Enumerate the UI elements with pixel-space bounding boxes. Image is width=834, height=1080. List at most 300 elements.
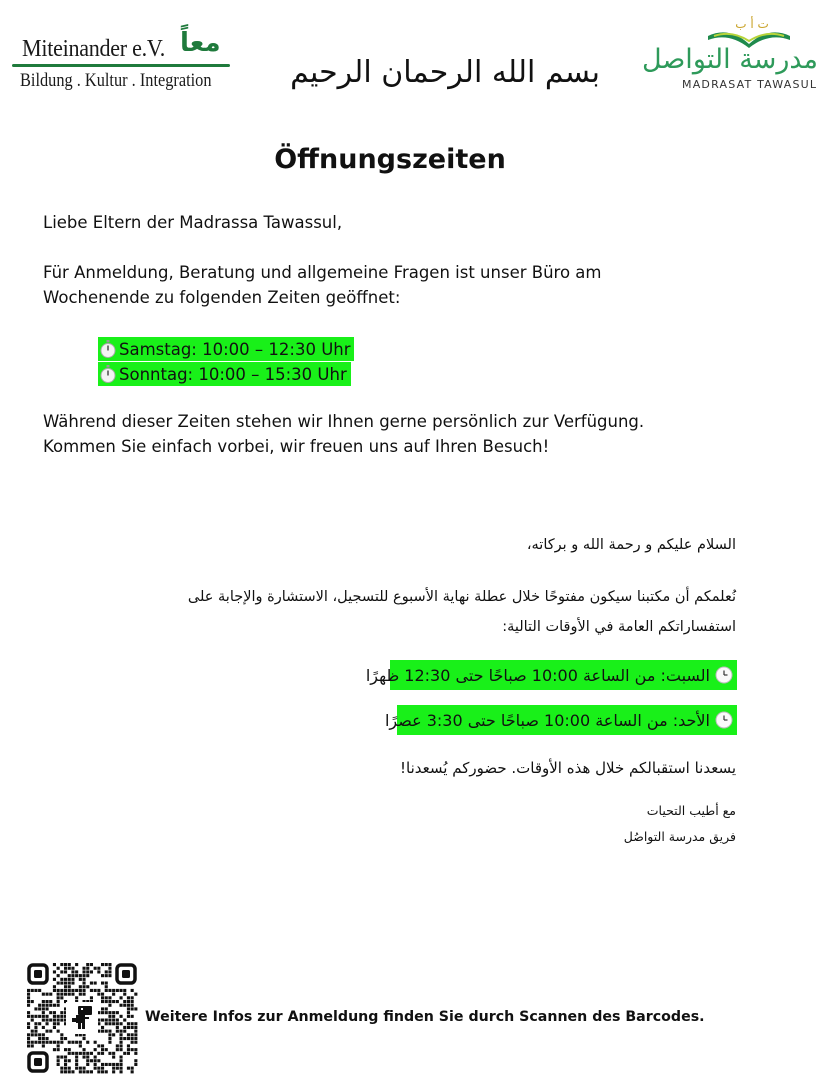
qr-module xyxy=(34,1007,37,1010)
qr-module xyxy=(120,1037,123,1040)
qr-module xyxy=(105,1019,108,1022)
qr-module xyxy=(112,1011,115,1014)
qr-module xyxy=(53,1026,56,1029)
qr-module xyxy=(42,1044,45,1047)
qr-module xyxy=(53,970,56,973)
qr-module xyxy=(134,1059,137,1062)
qr-module xyxy=(49,993,52,996)
qr-module xyxy=(86,1052,89,1055)
qr-module xyxy=(94,982,97,985)
stopwatch-icon xyxy=(100,365,116,383)
qr-module xyxy=(101,1063,104,1066)
qr-module xyxy=(60,982,63,985)
qr-module xyxy=(90,1070,93,1073)
qr-module xyxy=(57,996,60,999)
qr-module xyxy=(64,989,67,992)
qr-module xyxy=(105,996,108,999)
qr-module xyxy=(68,1048,71,1051)
qr-module xyxy=(116,1067,119,1070)
german-closing-line-2: Kommen Sie einfach vorbei, wir freuen uns auf Ihren Besuch! xyxy=(43,437,550,456)
qr-module xyxy=(83,1070,86,1073)
qr-module xyxy=(105,1022,108,1025)
qr-module xyxy=(68,1052,71,1055)
qr-module xyxy=(75,1052,78,1055)
qr-module xyxy=(83,989,86,992)
qr-module xyxy=(46,1022,49,1025)
qr-module xyxy=(105,982,108,985)
qr-module xyxy=(86,967,89,970)
qr-module xyxy=(71,989,74,992)
qr-module xyxy=(108,1041,111,1044)
qr-module xyxy=(64,1059,67,1062)
qr-module xyxy=(120,1004,123,1007)
qr-module xyxy=(101,982,104,985)
qr-module xyxy=(101,996,104,999)
qr-module xyxy=(57,1004,60,1007)
qr-module xyxy=(112,1019,115,1022)
qr-module xyxy=(116,1011,119,1014)
qr-module xyxy=(60,989,63,992)
qr-module xyxy=(53,1019,56,1022)
qr-module xyxy=(83,970,86,973)
qr-module xyxy=(83,1067,86,1070)
qr-module xyxy=(42,1007,45,1010)
qr-module xyxy=(131,1037,134,1040)
qr-module xyxy=(53,1041,56,1044)
qr-module xyxy=(34,1030,37,1033)
qr-module xyxy=(57,1044,60,1047)
logo-arabic-name: مدرسة التواصل xyxy=(641,44,818,75)
qr-module xyxy=(53,1015,56,1018)
qr-module xyxy=(116,1048,119,1051)
qr-module xyxy=(27,1015,30,1018)
qr-module xyxy=(123,1000,126,1003)
qr-module xyxy=(86,1063,89,1066)
qr-module xyxy=(57,1019,60,1022)
qr-module xyxy=(112,1022,115,1025)
logo-underline xyxy=(12,64,230,67)
qr-module xyxy=(101,963,104,966)
qr-module xyxy=(120,1067,123,1070)
qr-module xyxy=(112,1000,115,1003)
qr-module xyxy=(57,989,60,992)
qr-module xyxy=(64,978,67,981)
qr-module xyxy=(42,993,45,996)
qr-module xyxy=(134,1048,137,1051)
german-greeting: Liebe Eltern der Madrassa Tawassul, xyxy=(43,213,343,232)
qr-module xyxy=(53,978,56,981)
qr-module xyxy=(79,1044,82,1047)
qr-module xyxy=(75,1041,78,1044)
qr-module xyxy=(108,1000,111,1003)
qr-module xyxy=(131,1048,134,1051)
hours-sunday-text: Sonntag: 10:00 – 15:30 Uhr xyxy=(119,364,347,384)
qr-module xyxy=(108,1037,111,1040)
page-title: Öffnungszeiten xyxy=(274,144,506,175)
qr-module xyxy=(105,985,108,988)
qr-module xyxy=(75,1059,78,1062)
qr-module xyxy=(97,1059,100,1062)
qr-module xyxy=(86,1070,89,1073)
qr-module xyxy=(68,982,71,985)
qr-module xyxy=(90,1059,93,1062)
qr-module xyxy=(42,1000,45,1003)
qr-module xyxy=(42,1026,45,1029)
qr-module xyxy=(57,1015,60,1018)
qr-module xyxy=(71,974,74,977)
qr-module xyxy=(101,1011,104,1014)
qr-module xyxy=(123,1030,126,1033)
qr-module xyxy=(116,1022,119,1025)
qr-module xyxy=(31,1015,34,1018)
qr-module xyxy=(134,1030,137,1033)
qr-module xyxy=(83,1056,86,1059)
qr-module xyxy=(105,963,108,966)
logo-tagline: Bildung . Kultur . Integration xyxy=(20,70,212,91)
qr-module xyxy=(27,989,30,992)
qr-module xyxy=(46,1000,49,1003)
qr-module xyxy=(60,1067,63,1070)
qr-module xyxy=(108,1063,111,1066)
qr-module xyxy=(31,989,34,992)
qr-module xyxy=(71,1052,74,1055)
qr-module xyxy=(68,967,71,970)
qr-module xyxy=(123,1004,126,1007)
qr-module xyxy=(134,1052,137,1055)
qr-module xyxy=(127,1052,130,1055)
qr-module xyxy=(101,1067,104,1070)
qr-module xyxy=(123,989,126,992)
qr-module xyxy=(108,1019,111,1022)
qr-module xyxy=(101,1026,104,1029)
qr-module xyxy=(105,989,108,992)
qr-module xyxy=(31,1019,34,1022)
qr-module xyxy=(38,1004,41,1007)
qr-module xyxy=(105,1011,108,1014)
qr-module xyxy=(49,1004,52,1007)
qr-module xyxy=(101,1030,104,1033)
qr-module xyxy=(127,1026,130,1029)
qr-module xyxy=(112,1015,115,1018)
qr-module xyxy=(27,1004,30,1007)
qr-module xyxy=(97,970,100,973)
qr-module xyxy=(57,974,60,977)
qr-module xyxy=(83,1052,86,1055)
qr-module xyxy=(42,1004,45,1007)
qr-module xyxy=(64,982,67,985)
qr-module xyxy=(49,1019,52,1022)
qr-module xyxy=(46,993,49,996)
qr-module xyxy=(120,1070,123,1073)
qr-module xyxy=(60,1033,63,1036)
qr-module xyxy=(94,1048,97,1051)
qr-module xyxy=(123,1052,126,1055)
qr-module xyxy=(60,978,63,981)
qr-module xyxy=(71,1041,74,1044)
qr-module xyxy=(75,974,78,977)
qr-module xyxy=(42,1037,45,1040)
qr-module xyxy=(57,1063,60,1066)
qr-module xyxy=(27,1037,30,1040)
qr-module xyxy=(31,1030,34,1033)
qr-module xyxy=(112,1063,115,1066)
qr-module xyxy=(131,1015,134,1018)
qr-module xyxy=(46,1019,49,1022)
qr-module xyxy=(68,974,71,977)
qr-module xyxy=(64,1056,67,1059)
qr-module xyxy=(131,1000,134,1003)
qr-module xyxy=(120,1056,123,1059)
qr-module xyxy=(112,1052,115,1055)
qr-module xyxy=(34,1033,37,1036)
german-intro-line-1: Für Anmeldung, Beratung und allgemeine Fragen ist unser Büro am xyxy=(43,263,602,282)
clock-icon xyxy=(715,666,733,684)
qr-module xyxy=(127,1015,130,1018)
qr-module xyxy=(64,1037,67,1040)
qr-module xyxy=(27,993,30,996)
qr-module xyxy=(83,967,86,970)
qr-module xyxy=(101,1048,104,1051)
qr-module xyxy=(108,1015,111,1018)
qr-module xyxy=(134,1026,137,1029)
qr-module xyxy=(90,1052,93,1055)
qr-module xyxy=(60,1041,63,1044)
qr-module xyxy=(64,1048,67,1051)
qr-module xyxy=(38,1033,41,1036)
qr-module xyxy=(34,1022,37,1025)
qr-module xyxy=(131,1022,134,1025)
qr-module xyxy=(127,1022,130,1025)
qr-module xyxy=(60,963,63,966)
qr-module xyxy=(64,1070,67,1073)
miteinander-logo xyxy=(10,14,232,94)
qr-module xyxy=(64,993,67,996)
clock-icon xyxy=(715,711,733,729)
qr-module xyxy=(71,1070,74,1073)
qr-module xyxy=(97,1052,100,1055)
qr-module xyxy=(127,1004,130,1007)
qr-module xyxy=(86,985,89,988)
qr-module xyxy=(42,1011,45,1014)
qr-code-icon[interactable] xyxy=(26,962,138,1074)
qr-module xyxy=(90,989,93,992)
qr-module xyxy=(42,1015,45,1018)
qr-module xyxy=(75,970,78,973)
qr-module xyxy=(108,1030,111,1033)
qr-module xyxy=(97,967,100,970)
qr-module xyxy=(57,1000,60,1003)
qr-module xyxy=(127,1033,130,1036)
german-intro-line-2: Wochenende zu folgenden Zeiten geöffnet: xyxy=(43,288,401,307)
qr-module xyxy=(57,1059,60,1062)
hours-saturday-text: Samstag: 10:00 – 12:30 Uhr xyxy=(119,339,351,359)
qr-module xyxy=(27,1011,30,1014)
qr-module xyxy=(120,989,123,992)
qr-module xyxy=(105,970,108,973)
qr-module xyxy=(94,989,97,992)
qr-module xyxy=(131,989,134,992)
qr-module xyxy=(120,1033,123,1036)
qr-module xyxy=(68,1067,71,1070)
qr-module xyxy=(127,1048,130,1051)
hours-sunday xyxy=(98,362,351,386)
qr-module xyxy=(68,989,71,992)
qr-module xyxy=(94,1059,97,1062)
qr-module xyxy=(90,970,93,973)
qr-module xyxy=(79,993,82,996)
qr-module xyxy=(108,963,111,966)
qr-module xyxy=(57,1030,60,1033)
qr-module xyxy=(101,1070,104,1073)
qr-module xyxy=(134,1041,137,1044)
qr-module xyxy=(101,1044,104,1047)
qr-module xyxy=(42,1041,45,1044)
qr-module xyxy=(31,1044,34,1047)
qr-module xyxy=(123,1037,126,1040)
qr-module xyxy=(116,1026,119,1029)
arabic-intro-line-1: نُعلمكم أن مكتبنا سيكون مفتوحًا خلال عطلة نهاية الأسبوع للتسجيل، الاستشارة والإجابة على xyxy=(187,589,736,605)
qr-module xyxy=(120,1015,123,1018)
qr-module xyxy=(34,1015,37,1018)
qr-module xyxy=(127,1007,130,1010)
qr-module xyxy=(68,978,71,981)
qr-module xyxy=(134,993,137,996)
qr-module xyxy=(105,1048,108,1051)
qr-module xyxy=(112,989,115,992)
qr-module xyxy=(112,1033,115,1036)
qr-module xyxy=(71,978,74,981)
qr-module xyxy=(27,1026,30,1029)
qr-module xyxy=(53,963,56,966)
qr-module xyxy=(75,1056,78,1059)
qr-module xyxy=(127,1037,130,1040)
qr-module xyxy=(53,989,56,992)
qr-module xyxy=(31,1041,34,1044)
qr-module xyxy=(64,967,67,970)
arabic-regards: مع أطيب التحيات xyxy=(646,803,736,818)
arabic-greeting: السلام عليكم و رحمة الله و بركاته، xyxy=(526,537,736,553)
qr-module xyxy=(105,1063,108,1066)
arabic-team-signature: فريق مدرسة التواصُل xyxy=(623,829,736,844)
qr-module xyxy=(134,1037,137,1040)
qr-module xyxy=(57,1041,60,1044)
arabic-hours-saturday xyxy=(365,660,737,690)
qr-module xyxy=(123,1026,126,1029)
qr-module xyxy=(134,1033,137,1036)
qr-module xyxy=(46,1015,49,1018)
qr-module xyxy=(97,1067,100,1070)
madrasat-tawasul-logo xyxy=(641,14,824,94)
logo-arabic: معاً xyxy=(180,28,221,58)
qr-module xyxy=(42,1019,45,1022)
qr-module xyxy=(38,1037,41,1040)
qr-module xyxy=(94,1056,97,1059)
qr-module xyxy=(60,996,63,999)
qr-module xyxy=(131,1004,134,1007)
qr-module xyxy=(94,1041,97,1044)
qr-module xyxy=(120,996,123,999)
qr-module xyxy=(134,1022,137,1025)
qr-module xyxy=(116,1063,119,1066)
qr-module xyxy=(86,1041,89,1044)
qr-module xyxy=(83,985,86,988)
qr-module xyxy=(108,970,111,973)
qr-module xyxy=(68,963,71,966)
qr-module xyxy=(60,993,63,996)
qr-module xyxy=(90,996,93,999)
qr-module xyxy=(101,974,104,977)
qr-module xyxy=(46,1004,49,1007)
qr-module xyxy=(105,1030,108,1033)
qr-module xyxy=(49,1030,52,1033)
qr-module xyxy=(120,1022,123,1025)
arabic-hours-saturday-text: السبت: من الساعة 10:00 صباحًا حتى 12:30 ظهرًا xyxy=(365,665,710,685)
qr-module xyxy=(49,1011,52,1014)
qr-module xyxy=(38,1041,41,1044)
qr-module xyxy=(86,1056,89,1059)
qr-module xyxy=(127,1067,130,1070)
qr-module xyxy=(75,1067,78,1070)
qr-module xyxy=(68,1070,71,1073)
qr-module xyxy=(123,993,126,996)
qr-module xyxy=(75,963,78,966)
qr-module xyxy=(131,1007,134,1010)
qr-module xyxy=(71,967,74,970)
qr-module xyxy=(97,989,100,992)
qr-module xyxy=(79,1041,82,1044)
logo-name: Miteinander e.V. xyxy=(22,36,165,62)
qr-module xyxy=(68,1059,71,1062)
qr-module xyxy=(108,1022,111,1025)
qr-module xyxy=(38,989,41,992)
qr-module xyxy=(116,1030,119,1033)
basmala-heading: بسم الله الرحمان الرحيم xyxy=(290,55,600,90)
stopwatch-icon xyxy=(100,340,116,358)
qr-module xyxy=(101,993,104,996)
open-book-icon xyxy=(704,14,794,48)
qr-module xyxy=(64,970,67,973)
qr-module xyxy=(71,993,74,996)
qr-module xyxy=(31,1000,34,1003)
qr-module xyxy=(68,993,71,996)
qr-module xyxy=(131,996,134,999)
qr-module xyxy=(34,989,37,992)
qr-module xyxy=(90,963,93,966)
qr-module xyxy=(57,967,60,970)
qr-module xyxy=(83,1037,86,1040)
qr-module xyxy=(131,1033,134,1036)
hours-saturday xyxy=(98,337,354,361)
qr-module xyxy=(127,1044,130,1047)
qr-module xyxy=(123,1019,126,1022)
qr-module xyxy=(57,993,60,996)
qr-module xyxy=(57,1048,60,1051)
qr-module xyxy=(120,1048,123,1051)
qr-module xyxy=(105,1070,108,1073)
qr-module xyxy=(27,1044,30,1047)
qr-module xyxy=(90,982,93,985)
qr-module xyxy=(83,993,86,996)
qr-module xyxy=(131,1067,134,1070)
logo-letters: ت أ ب xyxy=(735,17,769,31)
qr-module xyxy=(60,1056,63,1059)
qr-module xyxy=(105,1007,108,1010)
qr-module xyxy=(134,1007,137,1010)
qr-module xyxy=(57,1022,60,1025)
qr-module xyxy=(53,1011,56,1014)
qr-module xyxy=(108,1004,111,1007)
qr-module xyxy=(131,1041,134,1044)
